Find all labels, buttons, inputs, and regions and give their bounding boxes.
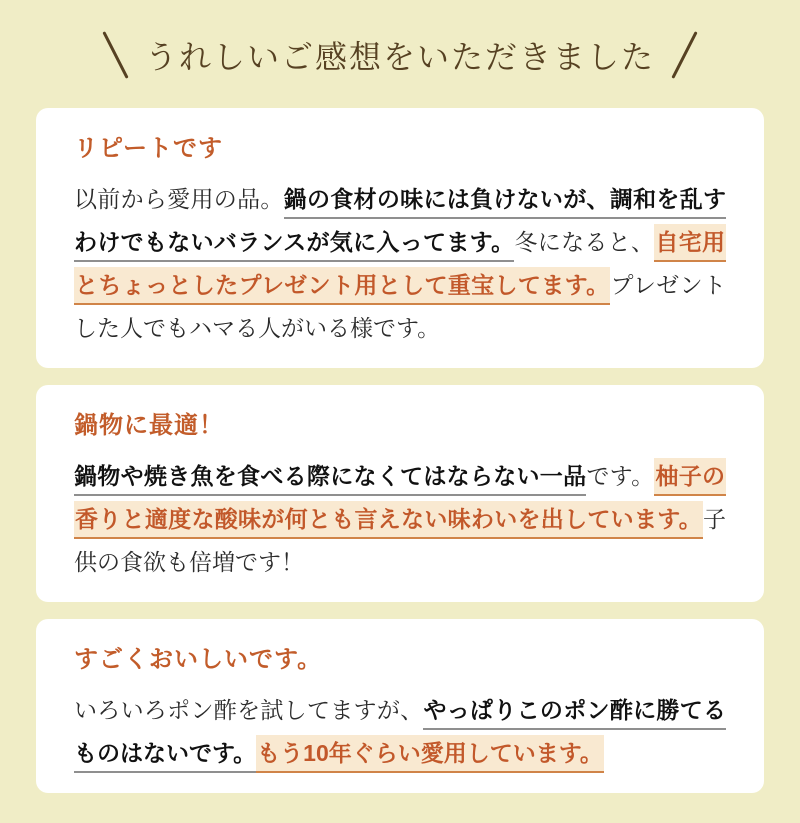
review-card-3 <box>36 619 764 793</box>
right-slash-decoration <box>671 31 697 79</box>
review-card-1 <box>36 108 764 368</box>
left-slash-decoration <box>102 31 128 79</box>
review-card-2 <box>36 385 764 602</box>
review-body <box>74 689 726 775</box>
review-segment-emphasized: 鍋物や焼き魚を食べる際になくてはならない一品 <box>74 463 586 496</box>
review-heading: リピートです <box>74 135 224 162</box>
review-heading: すごくおいしいです。 <box>74 646 323 673</box>
review-segment-highlighted: もう10年ぐらい愛用しています。 <box>256 735 604 773</box>
review-segment-highlighted: 自宅用とちょっとしたプレゼント用として重宝してます。 <box>74 224 726 305</box>
page-header <box>0 24 800 86</box>
review-segment: 以前から愛用の品。 <box>74 186 284 212</box>
customer-reviews-page <box>0 24 800 793</box>
review-segment: です。 <box>586 463 655 489</box>
page-title: うれしいご感想をいただきました <box>144 38 655 76</box>
review-segment-highlighted: 柚子の香りと適度な酸味が何とも言えない味わいを出しています。 <box>74 458 726 539</box>
review-body <box>74 455 726 584</box>
review-heading: 鍋物に最適！ <box>74 412 224 439</box>
review-segment-emphasized: やっぱりこのポン酢に勝てるものはないです。 <box>74 697 726 773</box>
review-segment: プレゼントした人でもハマる人がいる様です。 <box>74 272 726 341</box>
review-segment: 冬になると、 <box>514 229 655 255</box>
review-segment: 子供の食欲も倍増です！ <box>74 506 726 575</box>
review-body <box>74 178 726 350</box>
review-segment-emphasized: 鍋の食材の味には負けないが、調和を乱すわけでもないバランスが気に入ってます。 <box>74 186 726 262</box>
review-segment: いろいろポン酢を試してますが、 <box>74 697 424 723</box>
